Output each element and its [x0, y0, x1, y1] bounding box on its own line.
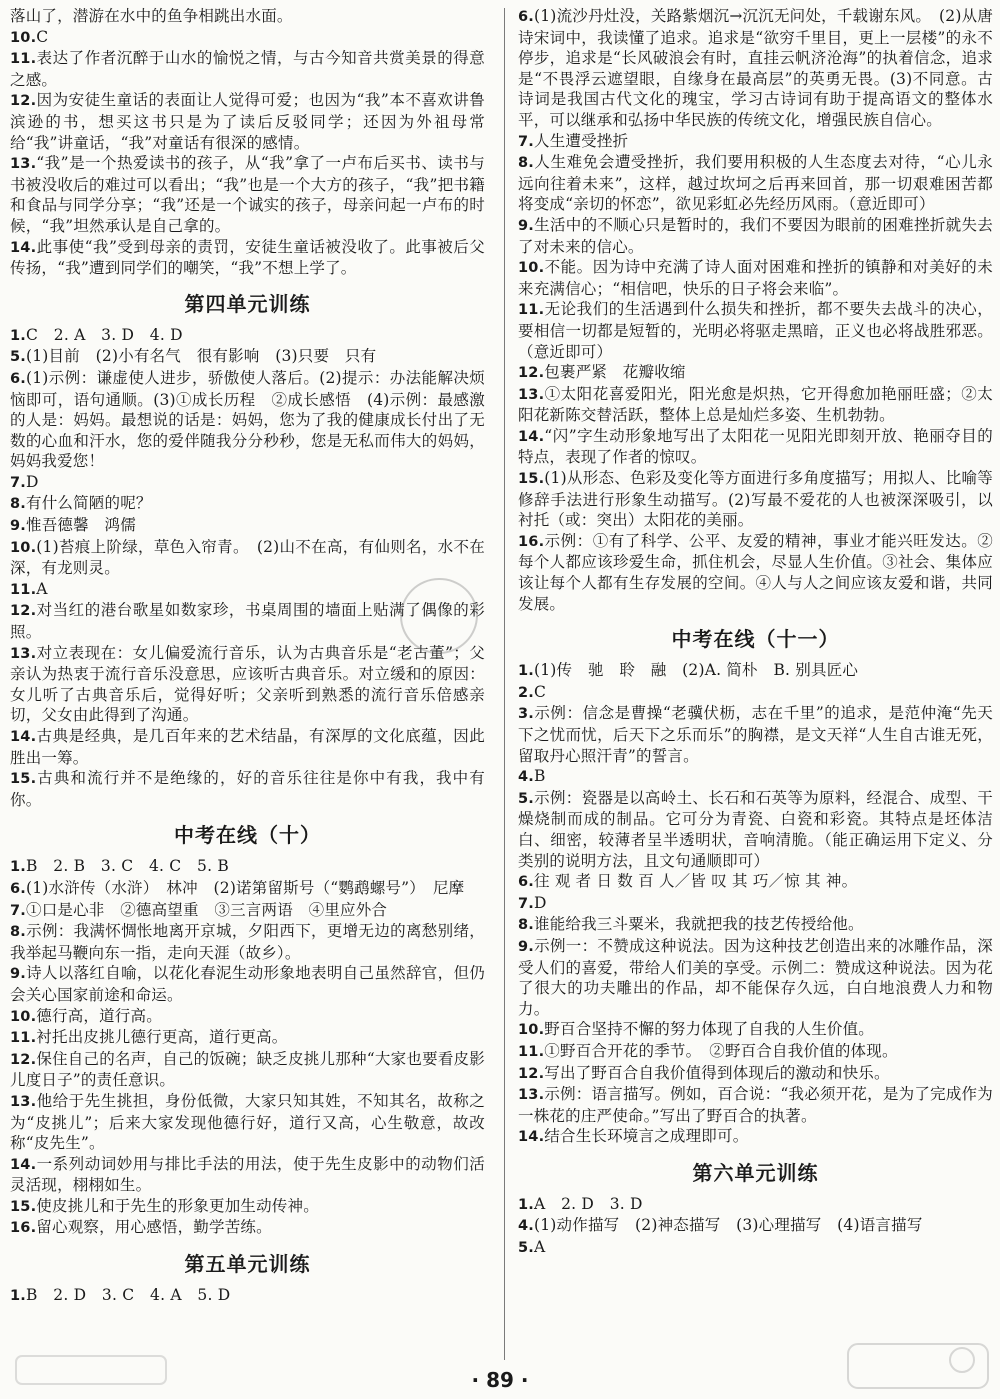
answer-number: 13.: [518, 1087, 545, 1104]
answer-item: [518, 1041, 993, 1063]
answer-number: 15.: [10, 771, 37, 788]
answer-item: [10, 515, 485, 537]
answer-item: [518, 299, 993, 362]
answer-text: 衬托出皮挑儿德行更高，道行更高。: [36, 1028, 288, 1047]
answer-item: [10, 27, 485, 49]
answer-item: [518, 788, 993, 871]
answer-item: [10, 768, 485, 810]
answer-item: [518, 531, 993, 614]
answer-number: 5.: [10, 349, 26, 366]
answer-text: D: [534, 893, 547, 912]
answer-number: 11.: [518, 302, 545, 319]
answer-item: [518, 660, 993, 682]
answer-item: [10, 878, 485, 900]
answer-number: 13.: [518, 386, 545, 403]
answer-text: 写出了野百合自我价值得到体现后的激动和快乐。: [544, 1063, 890, 1082]
answer-number: 8.: [518, 155, 534, 172]
answer-number: 1.: [518, 1196, 534, 1213]
answer-number: 12.: [518, 365, 545, 382]
answer-item: [10, 1217, 485, 1239]
answer-number: 7.: [518, 895, 534, 912]
answer-item: [10, 48, 485, 90]
answer-text: 生活中的不顺心只是暂时的，我们不要因为眼前的困难挫折就失去了对未来的信心。: [518, 215, 993, 256]
answer-text: (1)目前 (2)小有名气 很有影响 (3)只要 只有: [26, 347, 377, 366]
answer-item: [10, 726, 485, 768]
answer-number: 12.: [10, 93, 37, 110]
answer-number: 2.: [518, 684, 534, 701]
answer-text: D: [26, 472, 39, 491]
answer-item: [10, 346, 485, 368]
answer-text: C: [36, 27, 49, 46]
answer-text: 对立表现在：女儿偏爱流行音乐，认为古典音乐是“老古董”；父亲认为热衷于流行音乐没意思，应该听古典音乐。对立缓和的原因：女儿听了古典音乐后，觉得好听；父亲听到熟悉的流行音乐倍感亲切，父女由此得到了沟通。: [10, 643, 485, 725]
answer-item: [10, 1027, 485, 1049]
answer-text: 人生难免会遭受挫折，我们要用积极的人生态度去对待，“心儿永远向往着未来”，这样，越过坎坷之后再来回首，那一切艰难困苦都将变成“亲切的怀恋”，欲见彩虹必先经历风雨。（意近即可）: [518, 153, 993, 214]
answer-text: 有什么简陋的呢？: [26, 494, 152, 513]
answer-item: [10, 643, 485, 726]
answer-number: 8.: [10, 496, 26, 513]
answer-number: 14.: [518, 1129, 545, 1146]
section-heading: 中考在线（十一）: [671, 627, 840, 652]
answer-number: 1.: [10, 859, 26, 876]
answer-item: [518, 426, 993, 468]
answer-item: [518, 131, 993, 153]
answer-item: [10, 1006, 485, 1028]
answer-number: 14.: [10, 239, 37, 256]
answer-text: 人生遭受挫折: [534, 131, 629, 150]
answer-item: [518, 766, 993, 788]
answer-item: [10, 237, 485, 279]
answer-item: [10, 1285, 485, 1307]
answer-number: 7.: [10, 902, 26, 919]
answer-text: 示例一：不赞成这种说法。因为这种技艺创造出来的冰雕作品，深受人们的喜爱，带给人们美的享受。示例二：赞成这种说法。因为花了很大的功夫雕出的作品，却不能保存久远，白白地浪费人力和物力。: [518, 936, 993, 1018]
answer-number: 10.: [518, 1022, 545, 1039]
answer-item: [518, 6, 993, 131]
answer-text: 此事使“我”受到母亲的责罚，安徒生童话被没收了。此事被后父传扬，“我”遭到同学们的嘲笑，“我”不想上学了。: [10, 237, 485, 278]
answer-number: 6.: [518, 9, 534, 25]
answer-text: 一系列动词妙用与排比手法的用法，使于先生皮影中的动物们活灵活现，栩栩如生。: [10, 1154, 485, 1195]
answer-text: 古典是经典，是几百年来的艺术结晶，有深厚的文化底蕴，因此胜出一筹。: [10, 727, 485, 767]
answer-number: 14.: [10, 729, 37, 745]
answer-item: [518, 936, 993, 1019]
answer-item: [10, 856, 485, 878]
answer-number: 7.: [10, 474, 26, 491]
answer-number: 5.: [518, 790, 534, 807]
answer-item: [10, 921, 485, 963]
answer-number: 13.: [10, 1093, 37, 1110]
answer-item: [10, 325, 485, 347]
answer-item: [518, 1063, 993, 1085]
answer-text: 落山了，潜游在水中的鱼争相跳出水面。: [10, 7, 293, 25]
answer-text: 示例：语言描写。例如，百合说：“我必须开花，是为了完成作为一株花的庄严使命。”写出了野百合的执著。: [518, 1085, 993, 1125]
answer-text: (1)从形态、色彩及变化等方面进行多角度描写；用拟人、比喻等修辞手法进行形象生动描写。(2)写最不爱花的人也被深深吸引，以衬托（或：突出）太阳花的美丽。: [518, 469, 993, 530]
section-heading: 中考在线（十）: [174, 823, 321, 848]
answer-number: 12.: [518, 1065, 545, 1082]
answer-text: 因为安徒生童话的表面让人觉得可爱；也因为“我”本不喜欢讲鲁滨逊的书，想买这书只是为了读后反驳同学；还因为外祖母常给“我”讲童话，“我”对童话有很深的感情。: [10, 91, 485, 152]
answer-number: 4.: [518, 1218, 534, 1235]
answer-text: B 2. B 3. C 4. C 5. B: [26, 857, 229, 876]
answer-number: 16.: [10, 1220, 37, 1237]
answer-item: [518, 257, 993, 299]
answer-text: (1)传 驰 聆 融 (2)A. 简朴 B. 别具匠心: [534, 661, 859, 680]
answer-item: [518, 1084, 993, 1126]
answer-text: A 2. D 3. D: [534, 1194, 643, 1213]
answer-number: 13.: [10, 645, 37, 662]
answer-text: A: [36, 579, 48, 598]
answer-text: 对当红的港台歌星如数家珍，书桌周围的墙面上贴满了偶像的彩照。: [10, 601, 485, 642]
answer-number: 7.: [518, 133, 534, 150]
answer-item: [10, 493, 485, 515]
answer-item: [10, 153, 485, 236]
answer-number: 11.: [10, 581, 37, 598]
answer-item: [10, 472, 485, 494]
answer-number: 9.: [10, 518, 26, 535]
answer-text: B: [534, 767, 546, 786]
answer-continuation: [10, 6, 485, 27]
answer-number: 6.: [518, 874, 534, 891]
answer-number: 9.: [10, 966, 26, 983]
answer-item: [10, 1091, 485, 1154]
answer-text: 示例：信念是曹操“老骥伏枥，志在千里”的追求，是范仲淹“先天下之忧而忧，后天下之乐而乐”的胸襟，是文天祥“人生自古谁无死，留取丹心照汗青”的誓言。: [518, 704, 993, 765]
answer-number: 8.: [10, 924, 26, 941]
answer-number: 4.: [518, 769, 534, 786]
answer-text: 示例：我满怀惆怅地离开京城，夕阳西下，更增无边的离愁别绪，我举起马鞭向东一指，走向天涯（故乡）。: [10, 922, 485, 962]
answer-text: (1)示例：谦虚使人进步，骄傲使人落后。(2)提示：办法能解决烦恼即可，语句通顺。(3)①成长历程 ②成长感悟 (4)示例：最感激的人是：妈妈。最想说的话是：妈妈，您为了我的健康成长付出了无数的心血和汗水，您的爱伴随我分分秒秒，您是无私而伟大的妈妈，妈妈我爱您！: [10, 368, 485, 471]
answer-number: 10.: [10, 539, 37, 556]
answer-number: 8.: [518, 917, 534, 934]
answer-number: 12.: [10, 603, 37, 620]
answer-text: 表达了作者沉醉于山水的愉悦之情，与古今知音共赏美景的得意之感。: [10, 49, 485, 89]
answer-item: [10, 368, 485, 472]
answer-number: 9.: [518, 217, 534, 234]
answer-text: 谁能给我三斗粟米，我就把我的技艺传授给他。: [534, 915, 864, 934]
answer-item: [518, 468, 993, 531]
answer-item: [10, 900, 485, 922]
answer-text: “闪”字生动形象地写出了太阳花一见阳光即刻开放、艳丽夺目的特点，表现了作者的惊叹。: [518, 426, 993, 467]
answer-number: 15.: [518, 471, 545, 488]
answer-item: [518, 384, 993, 426]
answer-text: C 2. A 3. D 4. D: [26, 325, 183, 344]
answer-text: ①太阳花喜爱阳光，阳光愈是炽热，它开得愈加艳丽旺盛；②太阳花新陈交替活跃，整体上总是灿烂多姿、生机勃勃。: [518, 384, 993, 425]
answer-number: 3.: [518, 706, 534, 723]
answer-item: [518, 893, 993, 915]
answer-item: [518, 1237, 993, 1259]
answer-number: 11.: [10, 1030, 37, 1047]
answer-number: 11.: [518, 1043, 545, 1060]
answer-item: [10, 1154, 485, 1196]
answer-text: 包裹严紧 花瓣收缩: [544, 363, 686, 382]
answer-text: B 2. D 3. C 4. A 5. D: [26, 1286, 231, 1305]
answer-item: [518, 703, 993, 766]
answer-text: 古典和流行并不是绝缘的，好的音乐往往是你中有我，我中有你。: [10, 769, 485, 809]
answer-number: 10.: [10, 1008, 37, 1025]
answer-number: 16.: [518, 533, 545, 550]
answer-number: 13.: [10, 156, 37, 173]
section-heading: 第五单元训练: [184, 1252, 311, 1277]
column-divider: [504, 8, 505, 1360]
answer-text: (1)动作描写 (2)神态描写 (3)心理描写 (4)语言描写: [534, 1216, 923, 1235]
section-heading: 第六单元训练: [692, 1160, 819, 1185]
answer-text: A: [534, 1238, 546, 1257]
answer-text: 无论我们的生活遇到什么损失和挫折，都不要失去战斗的决心，要相信一切都是短暂的，光明必将驱走黑暗，正义也必将战胜邪恶。（意近即可）: [518, 300, 993, 361]
answer-number: 14.: [10, 1156, 37, 1173]
answer-item: [518, 914, 993, 936]
answer-number: 1.: [518, 663, 534, 680]
answer-text: (1)水浒传（水浒） 林冲 (2)诺第留斯号（“鹦鹉螺号”） 尼摩: [26, 878, 465, 897]
answer-text: 惟吾德馨 鸿儒: [26, 516, 136, 535]
answer-text: 保住自己的名声，自己的饭碗；缺乏皮挑儿那种“大家也要看皮影儿度日子”的责任意识。: [10, 1049, 485, 1090]
answer-text: 留心观察，用心感悟，勤学苦练。: [36, 1218, 272, 1237]
answer-text: 结合生长环境言之成理即可。: [544, 1127, 749, 1146]
answer-text: (1)苔痕上阶绿，草色入帘青。 (2)山不在高，有仙则名，水不在深，有龙则灵。: [10, 537, 485, 578]
answer-text: 野百合坚持不懈的努力体现了自我的人生价值。: [544, 1020, 874, 1039]
answer-number: 10.: [518, 260, 545, 277]
answer-number: 14.: [518, 428, 545, 445]
answer-item: [518, 215, 993, 257]
answer-item: [518, 1194, 993, 1216]
answer-number: 10.: [10, 29, 37, 46]
answer-item: [10, 90, 485, 153]
answer-number: 12.: [10, 1051, 37, 1068]
answer-item: [518, 871, 993, 893]
answer-item: [518, 152, 993, 215]
answer-item: [518, 1019, 993, 1041]
left-column: [10, 6, 485, 1307]
answer-text: (1)流沙丹灶没，关路紫烟沉→沉沉无问处，千载谢东风。 (2)从唐诗宋词中，我读懂了追求。追求是“欲穷千里目，更上一层楼”的永不停步，追求是“长风破浪会有时，直挂云帆济沧海”的执着信念，追求是“不畏浮云遮望眼，自缘身在最高层”的英勇无畏。(3)不同意。古诗词是我国古代文化的瑰宝，学习古诗词有助于提高语文的整体水平，可以继承和弘扬中华民族的传统文化，增强民族自信心。: [518, 7, 993, 129]
answer-number: 5.: [518, 1240, 534, 1257]
answer-text: 使皮挑儿和于先生的形象更加生动传神。: [36, 1196, 319, 1215]
answer-text: ①口是心非 ②德高望重 ③三言两语 ④里应外合: [26, 900, 388, 919]
right-column: [518, 6, 993, 1259]
answer-item: [518, 362, 993, 384]
section-heading: 第四单元训练: [184, 291, 311, 316]
answer-item: [10, 537, 485, 579]
answer-number: 6.: [10, 880, 26, 897]
answer-item: [518, 682, 993, 704]
answer-text: 他给于先生挑担，身份低微，大家只知其姓，不知其名，故称之为“皮挑儿”；后来大家发现他德行好，道行又高，心生敬意，故改称“皮先生”。: [10, 1091, 485, 1153]
answer-text: 诗人以落红自喻，以花化春泥生动形象地表明自己虽然辞官，但仍会关心国家前途和命运。: [10, 964, 485, 1004]
answer-text: 示例：瓷器是以高岭土、长石和石英等为原料，经混合、成型、干燥烧制而成的制品。它可分为青瓷、白瓷和彩瓷。其特点是坯体洁白、细密，较薄者呈半透明状，音响清脆。（能正确运用下定义、分类别的说明方法，且文句通顺即可）: [518, 788, 993, 870]
answer-item: [10, 1049, 485, 1091]
answer-text: ①野百合开花的季节。 ②野百合自我价值的体现。: [544, 1041, 898, 1060]
answer-text: “我”是一个热爱读书的孩子，从“我”拿了一卢布后买书、读书与书被没收后的难过可以看出；“我”也是一个大方的孩子，“我”把书籍和食品与同学分享；“我”还是一个诚实的孩子，母亲问起一卢布的时候，“我”坦然承认是自己拿的。: [10, 154, 485, 235]
answer-number: 9.: [518, 938, 534, 955]
answer-item: [10, 1196, 485, 1218]
answer-number: 15.: [10, 1198, 37, 1215]
answer-item: [518, 1215, 993, 1237]
answer-text: 往 观 者 日 数 百 人／皆 叹 其 巧／惊 其 神。: [534, 872, 858, 891]
answer-number: 1.: [10, 327, 26, 344]
answer-item: [10, 963, 485, 1005]
page-number: · 89 ·: [471, 1368, 529, 1392]
answer-text: 不能。因为诗中充满了诗人面对困难和挫折的镇静和对美好的未来充满信心；“相信吧，快乐的日子将会来临”。: [518, 258, 993, 298]
answer-text: 示例：①有了科学、公平、友爱的精神，事业才能兴旺发达。②每个人都应该珍爱生命，抓住机会，尽显人生价值。③社会、集体应该让每个人都有生存发展的空间。④人与人之间应该友爱和谐，共同发展。: [518, 531, 993, 613]
answer-item: [518, 1126, 993, 1148]
answer-number: 1.: [10, 1288, 26, 1305]
answer-number: 6.: [10, 370, 26, 387]
answer-number: 11.: [10, 51, 37, 68]
answer-text: 德行高，道行高。: [36, 1006, 162, 1025]
answer-text: C: [534, 682, 547, 701]
